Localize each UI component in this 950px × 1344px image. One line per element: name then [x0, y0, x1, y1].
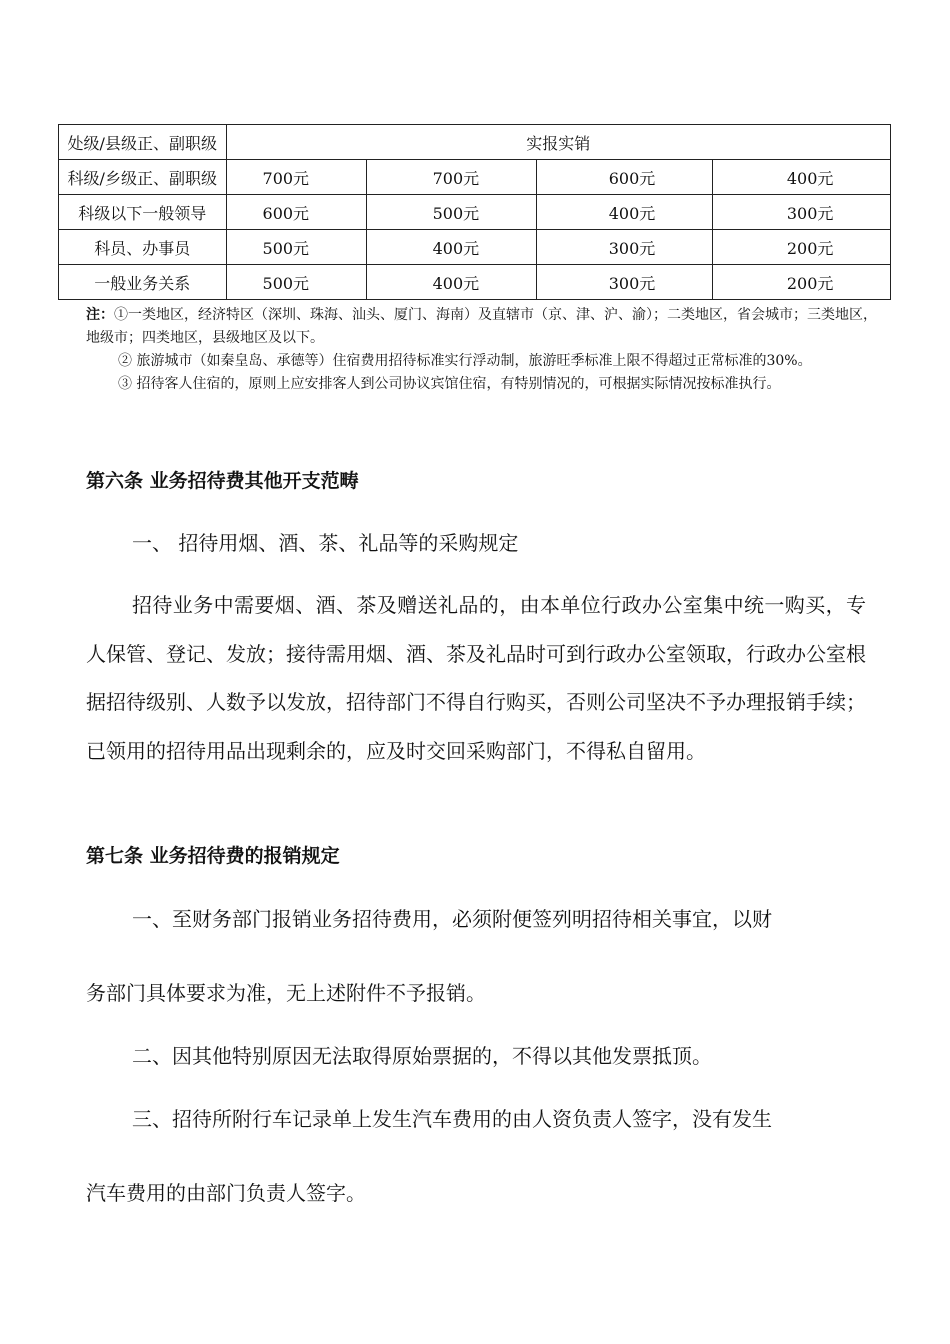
table-row [59, 160, 891, 195]
amount-cell-zone4: 200元 [712, 230, 890, 265]
article-7-item-2: 二、因其他特别原因无法取得原始票据的，不得以其他发票抵顶。 [132, 1044, 712, 1068]
note-1-text: ①一类地区，经济特区（深圳、珠海、汕头、厦门、海南）及直辖市（京、津、沪、渝）；二类地区，省会城市；三类地区，地级市；四类地区，县级地区及以下。 [86, 307, 877, 346]
amount-cell-zone4: 400元 [712, 160, 890, 195]
level-cell: 一般业务关系 [59, 265, 227, 300]
article-7-heading: 第七条 业务招待费的报销规定 [86, 845, 340, 867]
amount-cell-zone2: 700元 [366, 160, 536, 195]
amount-cell-zone1: 700元 [226, 160, 366, 195]
amount-cell-zone1: 600元 [226, 195, 366, 230]
amount-cell-zone3: 600元 [536, 160, 712, 195]
article-6-heading: 第六条 业务招待费其他开支范畴 [86, 470, 359, 492]
level-cell: 科级/乡级正、副职级 [59, 160, 227, 195]
table-row [59, 265, 891, 300]
article-6-subheading: 一、 招待用烟、酒、茶、礼品等的采购规定 [132, 531, 519, 555]
note-label: 注： [86, 307, 114, 323]
reception-standard-table [58, 124, 891, 300]
level-cell: 科级以下一般领导 [59, 195, 227, 230]
article-7-item-3-line-2: 汽车费用的由部门负责人签字。 [86, 1181, 366, 1205]
amount-cell-zone3: 400元 [536, 195, 712, 230]
note-2: ② 旅游城市（如秦皇岛、承德等）住宿费用招待标准实行浮动制，旅游旺季标准上限不得超过正常标准的30%。 [118, 353, 812, 369]
amount-cell-zone2: 400元 [366, 265, 536, 300]
article-7-item-3-line-1: 三、招待所附行车记录单上发生汽车费用的由人资负责人签字，没有发生 [132, 1107, 772, 1131]
amount-span-cell: 实报实销 [226, 125, 890, 160]
level-cell: 科员、办事员 [59, 230, 227, 265]
amount-cell-zone3: 300元 [536, 265, 712, 300]
note-3: ③ 招待客人住宿的，原则上应安排客人到公司协议宾馆住宿，有特别情况的，可根据实际情况按标准执行。 [118, 376, 781, 392]
article-7-item-1-line-2: 务部门具体要求为准，无上述附件不予报销。 [86, 981, 486, 1005]
table-row [59, 125, 891, 160]
table-row [59, 195, 891, 230]
article-6-paragraph: 招待业务中需要烟、酒、茶及赠送礼品的，由本单位行政办公室集中统一购买，专人保管、登记、发放；接待需用烟、酒、茶及礼品时可到行政办公室领取，行政办公室根据招待级别、人数予以发放，招待部门不得自行购买，否则公司坚决不予办理报销手续；已领用的招待用品出现剩余的，应及时交回采购部门，不得私自留用。 [86, 593, 866, 763]
amount-cell-zone3: 300元 [536, 230, 712, 265]
amount-cell-zone4: 200元 [712, 265, 890, 300]
amount-cell-zone4: 300元 [712, 195, 890, 230]
amount-cell-zone2: 500元 [366, 195, 536, 230]
article-7-item-1-line-1: 一、至财务部门报销业务招待费用，必须附便签列明招待相关事宜，以财 [132, 907, 772, 931]
amount-cell-zone1: 500元 [226, 265, 366, 300]
table-row [59, 230, 891, 265]
note-1 [86, 304, 880, 350]
amount-cell-zone1: 500元 [226, 230, 366, 265]
table-notes [86, 304, 880, 396]
amount-cell-zone2: 400元 [366, 230, 536, 265]
level-cell: 处级/县级正、副职级 [59, 125, 227, 160]
